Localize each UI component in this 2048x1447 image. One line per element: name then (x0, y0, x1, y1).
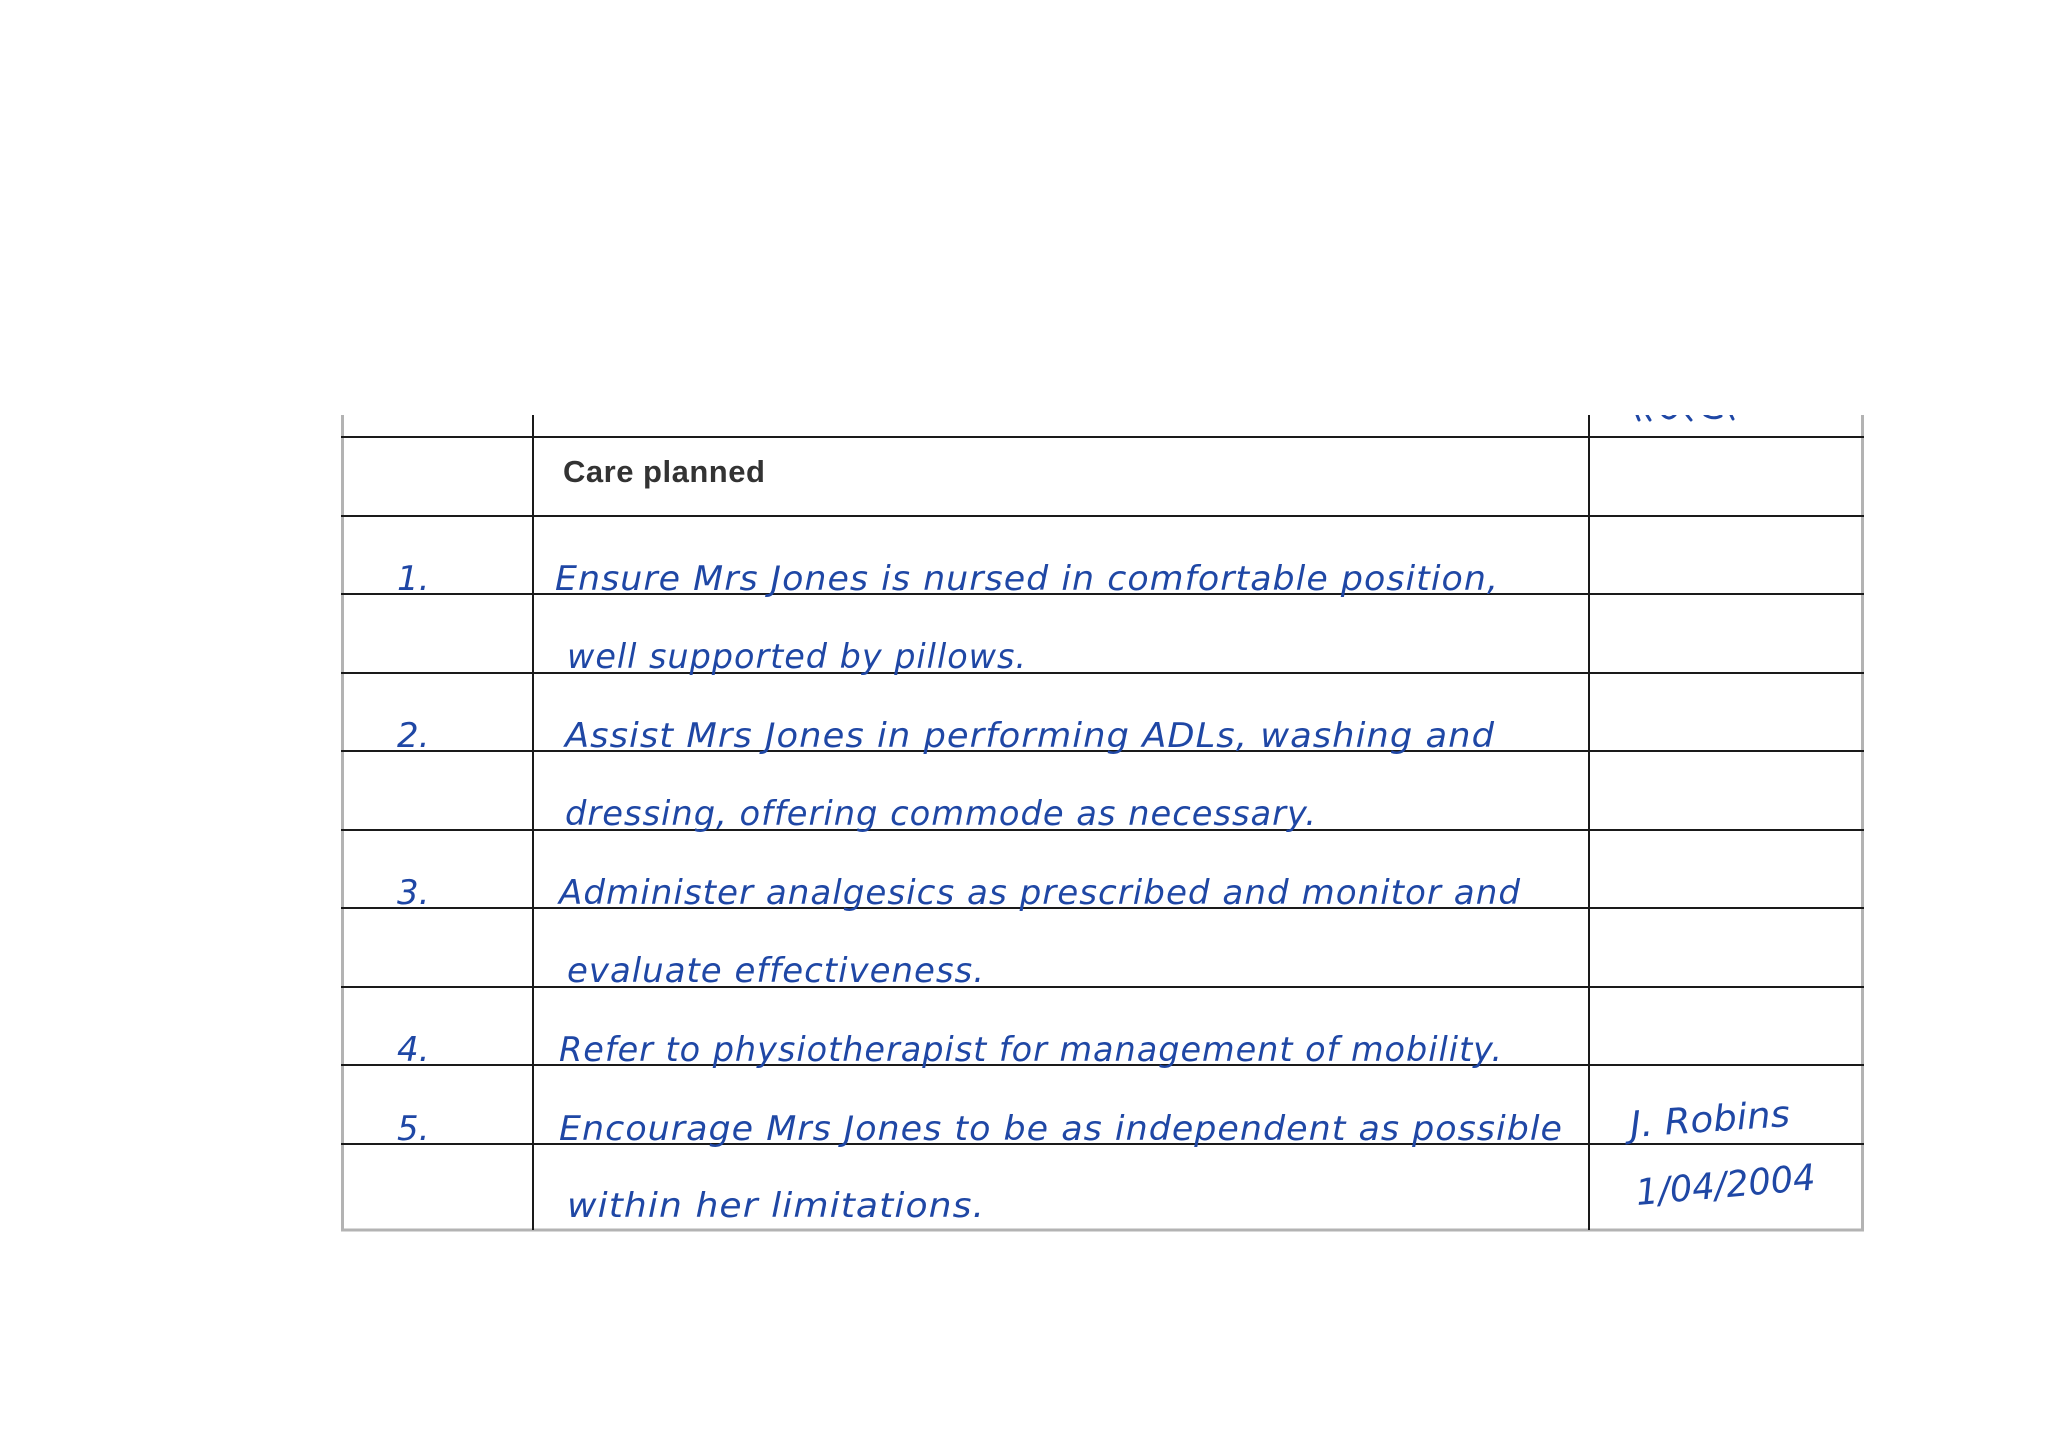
care-item-line: evaluate effectiveness. (567, 951, 985, 991)
cropped-handwriting-mark (1637, 415, 1733, 420)
item-number: 1. (397, 559, 430, 599)
care-item-line: Refer to physiotherapist for management of mobility. (559, 1030, 1503, 1070)
care-item-line: Ensure Mrs Jones is nursed in comfortable position, (555, 559, 1499, 599)
item-number: 5. (397, 1109, 430, 1149)
item-number: 2. (397, 716, 430, 756)
care-item-line: dressing, offering commode as necessary. (565, 794, 1317, 834)
item-number: 4. (397, 1030, 430, 1070)
care-item-line: Assist Mrs Jones in performing ADLs, washing and (562, 716, 1495, 756)
care-planned-heading: Care planned (563, 454, 766, 489)
care-item-line: well supported by pillows. (567, 637, 1027, 677)
signature-date: 1/04/2004 (1634, 1157, 1822, 1214)
item-number: 3. (397, 873, 430, 913)
care-item-line: within her limitations. (567, 1186, 985, 1226)
care-item-line: Administer analgesics as prescribed and monitor and (556, 873, 1521, 913)
care-item-line: Encourage Mrs Jones to be as independent as possible (559, 1109, 1563, 1149)
signature-name: J. Robins (1628, 1094, 1787, 1146)
care-plan-sheet (341, 415, 1864, 1232)
care-plan-table (341, 415, 1864, 1232)
